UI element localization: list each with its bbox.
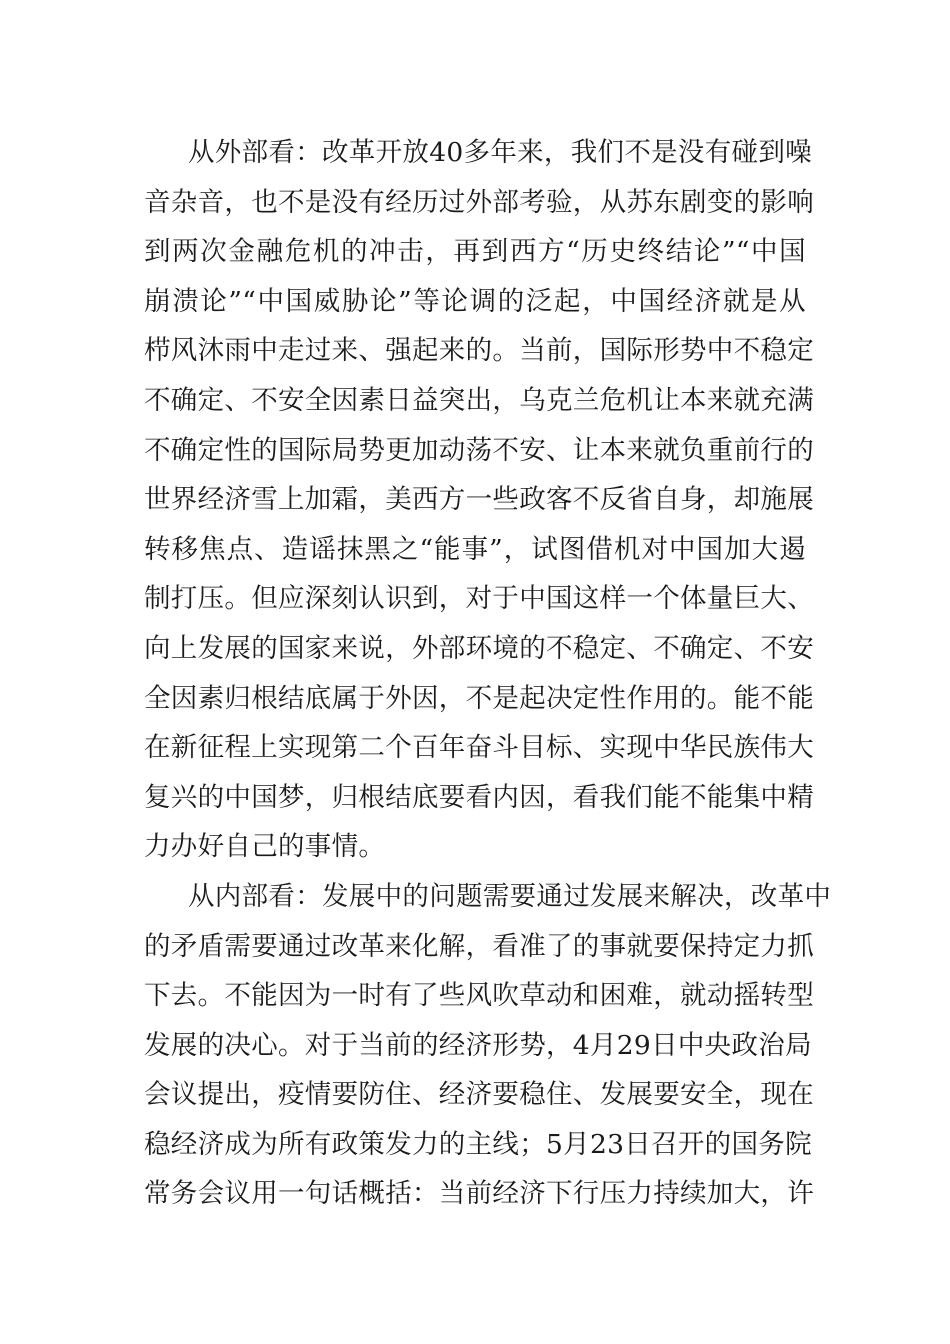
paragraph-internal [144,872,832,1219]
text-line: 向上发展的国家来说，外部环境的不稳定、不确定、不安 [144,632,814,664]
text-line: 力办好自己的事情。 [144,831,386,863]
text-line: 复兴的中国梦，归根结底要看内因，看我们能不能集中精 [144,781,814,813]
paragraph-external [144,128,814,872]
text-line: 栉风沐雨中走过来、强起来的。当前，国际形势中不稳定 [144,335,814,367]
document-body [144,128,832,1219]
text-line: 从内部看：发展中的问题需要通过发展来解决，改革中 [188,880,832,912]
text-line: 从外部看：改革开放40多年来，我们不是没有碰到噪 [188,137,812,168]
text-line: 不确定、不安全因素日益突出，乌克兰危机让本来就充满 [144,384,814,416]
text-line: 的矛盾需要通过改革来化解，看准了的事就要保持定力抓 [144,930,814,962]
text-line: 稳经济成为所有政策发力的主线；5月23日召开的国务院 [144,1128,812,1160]
text-line: 下去。不能因为一时有了些风吹草动和困难，就动摇转型 [144,980,814,1012]
text-line: 不确定性的国际局势更加动荡不安、让本来就负重前行的 [144,434,814,466]
text-line: 会议提出，疫情要防住、经济要稳住、发展要安全，现在 [144,1079,814,1111]
text-line: 在新征程上实现第二个百年奋斗目标、实现中华民族伟大 [144,732,814,764]
text-line: 崩溃论”“中国威胁论”等论调的泛起，中国经济就是从 [144,285,806,317]
text-line: 转移焦点、造谣抹黑之“能事”，试图借机对中国加大遏 [144,533,806,565]
text-line: 音杂音，也不是没有经历过外部考验，从苏东剧变的影响 [144,186,814,218]
text-line: 发展的决心。对于当前的经济形势，4月29日中央政治局 [144,1029,812,1061]
text-line: 常务会议用一句话概括：当前经济下行压力持续加大，许 [144,1178,814,1210]
text-line: 全因素归根结底属于外因，不是起决定性作用的。能不能 [144,682,814,714]
text-line: 世界经济雪上加霜，美西方一些政客不反省自身，却施展 [144,484,814,516]
text-line: 到两次金融危机的冲击，再到西方“历史终结论”“中国 [144,236,806,268]
text-line: 制打压。但应深刻认识到，对于中国这样一个体量巨大、 [144,583,814,615]
